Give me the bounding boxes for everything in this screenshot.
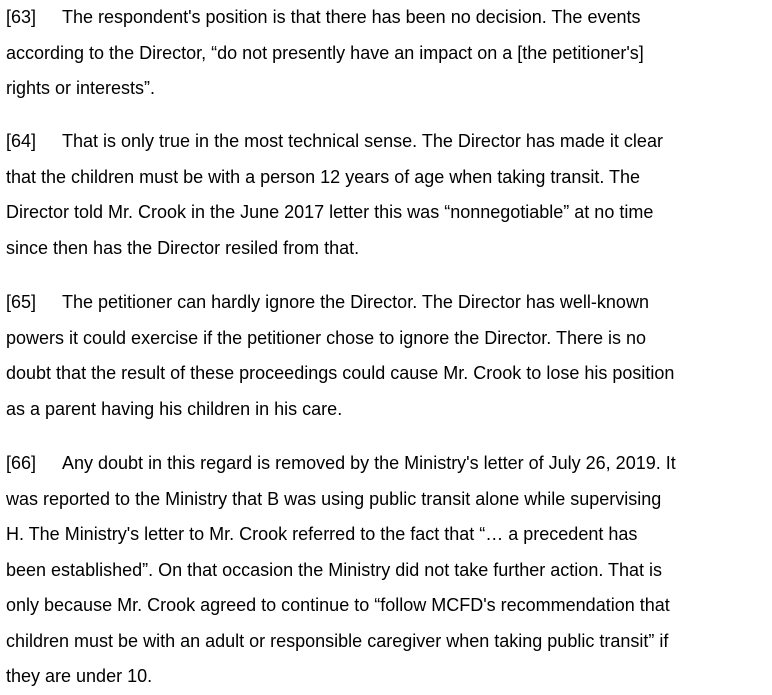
paragraph-line: doubt that the result of these proceedings could cause Mr. Crook to lose his position [6, 363, 675, 383]
paragraph-line: since then has the Director resiled from that. [6, 237, 360, 258]
paragraph-65 [6, 285, 674, 427]
paragraph-number: [64] [6, 131, 37, 151]
paragraph-line: H. The Ministry's letter to Mr. Crook referred to the fact that “… a precedent has [6, 524, 638, 544]
paragraph-line: children must be with an adult or responsible caregiver when taking public transit” if [6, 630, 669, 651]
paragraph-line: as a parent having his children in his care. [6, 398, 343, 419]
paragraph-line: they are under 10. [6, 666, 153, 686]
paragraph-line: Director told Mr. Crook in the June 2017 letter this was “nonnegotiable” at no time [6, 202, 654, 222]
paragraph-line: powers it could exercise if the petitioner chose to ignore the Director. There is no [6, 327, 647, 348]
paragraph-line [6, 285, 674, 321]
paragraph-number: [63] [6, 7, 37, 27]
paragraph-text: The petitioner can hardly ignore the Director. The Director has well-known [62, 292, 649, 312]
paragraph-number: [65] [6, 292, 37, 312]
paragraph-line [6, 0, 644, 36]
paragraph-number: [66] [6, 453, 37, 473]
paragraph-63 [6, 0, 644, 107]
paragraph-line [6, 446, 676, 482]
paragraph-line: been established”. On that occasion the Ministry did not take further action. That is [6, 559, 663, 580]
paragraph-line: rights or interests”. [6, 78, 156, 98]
paragraph-text: That is only true in the most technical sense. The Director has made it clear [62, 131, 663, 151]
paragraph-text: The respondent's position is that there has been no decision. The events [62, 7, 641, 27]
paragraph-66 [6, 446, 676, 695]
paragraph-line [6, 124, 663, 160]
paragraph-text: Any doubt in this regard is removed by the Ministry's letter of July 26, 2019. It [62, 453, 676, 473]
paragraph-line: was reported to the Ministry that B was using public transit alone while supervising [6, 488, 662, 509]
paragraph-line: according to the Director, “do not presently have an impact on a [the petitioner's] [6, 42, 644, 63]
paragraph-line: that the children must be with a person 12 years of age when taking transit. The [6, 166, 641, 187]
paragraph-line: only because Mr. Crook agreed to continue to “follow MCFD's recommendation that [6, 595, 670, 615]
paragraph-64 [6, 124, 663, 266]
